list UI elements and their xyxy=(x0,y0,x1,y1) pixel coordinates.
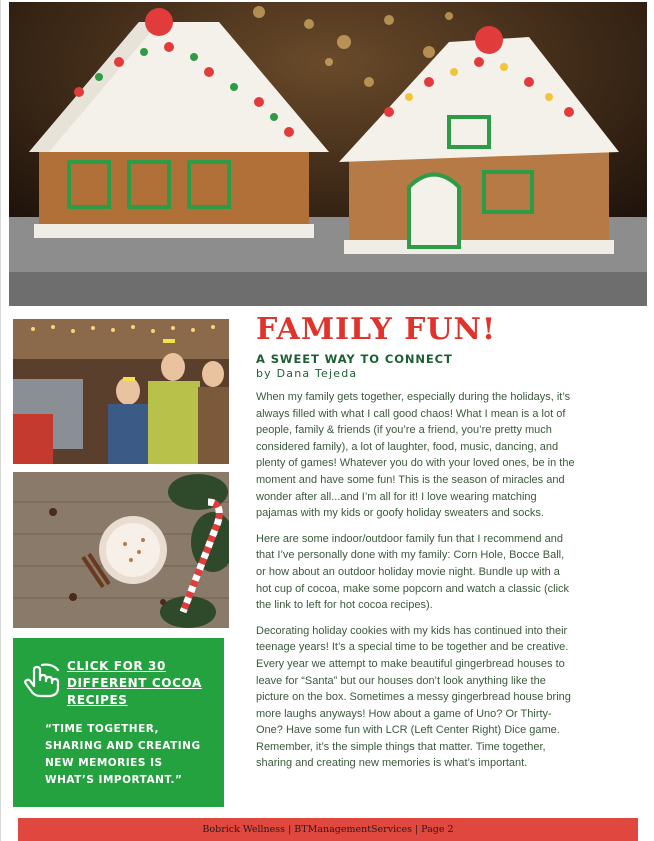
article-title: FAMILY FUN! xyxy=(256,312,497,347)
page-footer: Bobrick Wellness | BTManagementServices | Page 2 xyxy=(18,818,638,841)
article-paragraph: When my family gets together, especially during the holidays, it’s always filled with what I call good chaos! What I mean is a lot of people, family & friends (if you’re a friend, you’re pretty much considered family), a lot of laughter, food, music, dancing, and plenty of games! Whatever you do with your loved ones, be in the moment and have some fun! This is the season of miracles and wonder after all...and I’m all for it! I love wearing matching pajamas with my kids or goofy holiday sweaters and socks. xyxy=(256,391,575,520)
article-byline: by Dana Tejeda xyxy=(256,367,358,380)
article-paragraph: Here are some indoor/outdoor family fun that I recommend and that I’ve personally done with my family: Corn Hole, Bocce Ball, or how about an outdoor holiday movie night. Bundle up with a hot cup of cocoa, make some popcorn and watch a classic (click the link to left for hot cocoa recipes). xyxy=(256,532,570,612)
pull-quote: “TIME TOGETHER, SHARING AND CREATING NEW MEMORIES IS WHAT’S IMPORTANT.” xyxy=(45,723,201,786)
hand-pointer-icon[interactable] xyxy=(22,662,64,698)
gingerbread-houses-photo xyxy=(9,2,647,306)
article-subtitle: A SWEET WAY TO CONNECT xyxy=(256,352,453,366)
hot-cocoa-photo xyxy=(13,472,229,628)
family-game-photo xyxy=(13,319,229,464)
cocoa-callout-box xyxy=(13,638,224,807)
article-body xyxy=(256,389,576,781)
article-paragraph: Decorating holiday cookies with my kids has continued into their teenage years! It’s a special time to be together and be creative. Every year we attempt to make beautiful gingerbread houses to leave for “Santa” but our houses don’t look anything like the picture on the box. Sometimes a messy gingerbread house bring more laughs anyways! How about a game of Uno? Or Thirty-One? Have some fun with LCR (Left Center Right) Dice game. Remember, it’s the simple things that matter. Time together, sharing and creating new memories is what’s important. xyxy=(256,624,571,770)
cocoa-recipes-link[interactable]: CLICK FOR 30 DIFFERENT COCOA RECIPES xyxy=(67,659,202,707)
